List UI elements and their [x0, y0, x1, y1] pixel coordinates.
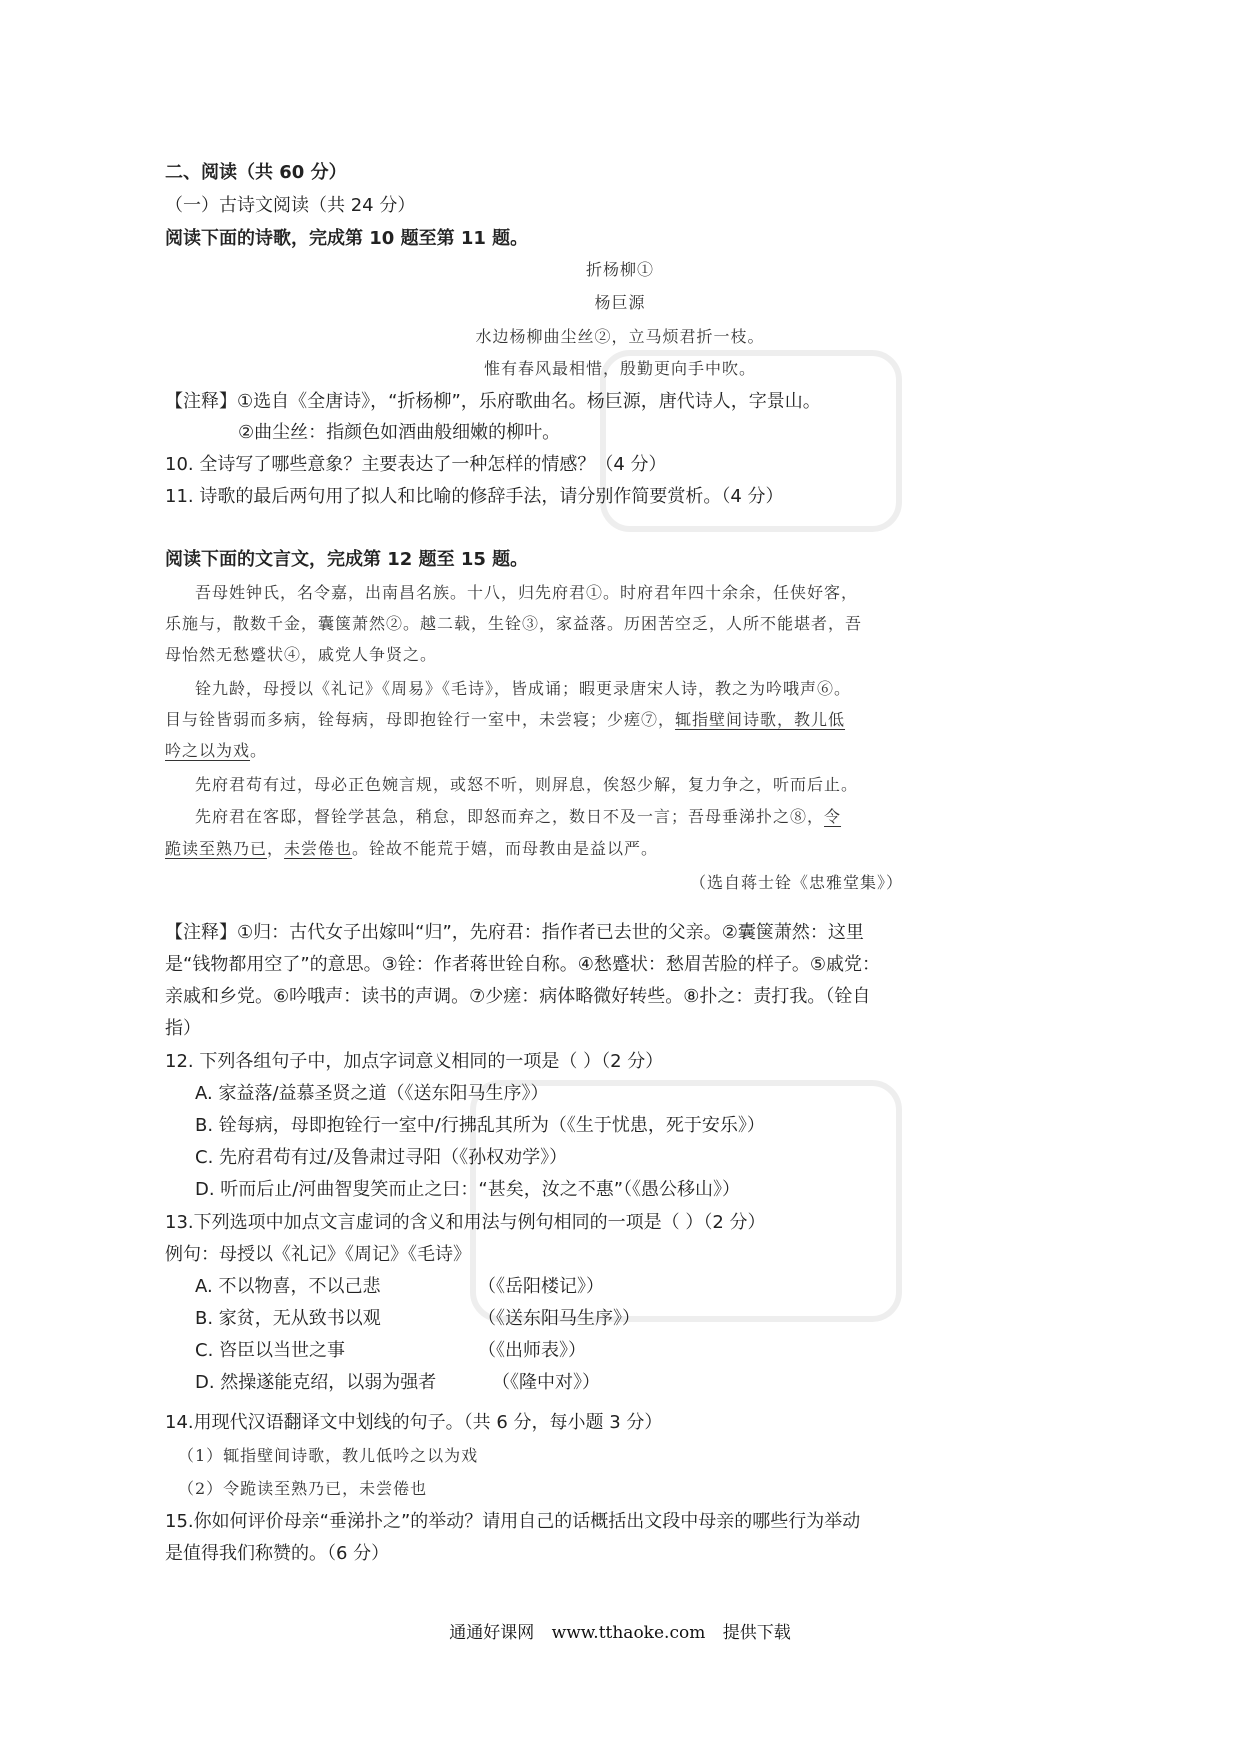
sub-heading: （一）古诗文阅读（共 24 分）: [165, 195, 416, 216]
question-13: 13.下列选项中加点文言虚词的含义和用法与例句相同的一项是（ ）（2 分）: [165, 1212, 766, 1233]
prose-text: ，: [267, 839, 285, 858]
option-a: A. 不以物喜，不以己悲: [195, 1276, 381, 1297]
question-15: 是值得我们称赞的。（6 分）: [165, 1543, 390, 1564]
underlined-sentence-2: 未尝倦也: [284, 839, 353, 858]
question-15: 15.你如何评价母亲“垂涕扑之”的举动？请用自己的话概括出文段中母亲的哪些行为举动: [165, 1511, 861, 1532]
underlined-sentence-2: 跪读至熟乃已: [165, 839, 268, 858]
prose-line: 母怡然无愁蹙状④，戚党人争贤之。: [165, 645, 438, 664]
prose-note: 指）: [165, 1018, 201, 1039]
question-14: 14.用现代汉语翻译文中划线的句子。（共 6 分，每小题 3 分）: [165, 1412, 663, 1433]
prose-line: 吾母姓钟氏，名令嘉，出南昌名族。十八，归先府君①。时府君年四十余余，任侠好客，: [195, 583, 859, 602]
underlined-sentence-1: 吟之以为戏: [165, 741, 251, 760]
prose-line: [165, 707, 845, 733]
footer-site-name: 通通好课网: [449, 1623, 535, 1643]
prose-note: 是“钱物都用空了”的意思。③铨：作者蒋世铨自称。④愁蹙状：愁眉苦脸的样子。⑤戚党：: [165, 954, 881, 975]
prose-source: （选自蒋士铨《忠雅堂集》）: [690, 873, 904, 892]
prose-line: [165, 836, 658, 862]
translation-item-1: （1）辄指壁间诗歌，教儿低吟之以为戏: [178, 1446, 479, 1465]
prose-text: 先府君在客邸，督铨学甚急，稍怠，即怒而弃之，数日不及一言；吾母垂涕扑之⑧，: [195, 807, 825, 826]
option-b: B. 铨每病，母即抱铨行一室中/行拂乱其所为（《生于忧患，死于安乐》）: [195, 1115, 765, 1136]
option-d: D. 听而后止/河曲智叟笑而止之曰：“甚矣，汝之不惠”（《愚公移山》）: [195, 1179, 741, 1200]
footer: [0, 1618, 1240, 1643]
option-c: C. 先府君苟有过/及鲁肃过寻阳（《孙权劝学》）: [195, 1147, 568, 1168]
question-12: 12. 下列各组句子中，加点字词意义相同的一项是（ ）（2 分）: [165, 1051, 664, 1072]
option-d-source: （《隆中对》）: [492, 1372, 600, 1393]
prose-line: [165, 738, 267, 764]
option-d: D. 然操遂能克绍，以弱为强者: [195, 1372, 437, 1393]
option-c: C. 咨臣以当世之事: [195, 1340, 346, 1361]
option-a-source: （《岳阳楼记》）: [478, 1276, 604, 1297]
example-sentence: 例句：母授以《礼记》《周记》《毛诗》: [165, 1244, 471, 1265]
poem-line: 水边杨柳曲尘丝②，立马烦君折一枝。: [475, 327, 765, 346]
prose-note: 亲戚和乡党。⑥吟哦声：读书的声调。⑦少瘥：病体略微好转些。⑧扑之：责打我。（铨自: [165, 986, 871, 1007]
section-heading: 二、阅读（共 60 分）: [165, 162, 347, 183]
prose-line: 先府君苟有过，母必正色婉言规，或怒不听，则屏息，俟怒少解，复力争之，听而后止。: [195, 775, 859, 794]
poem-note: ②曲尘丝：指颜色如酒曲般细嫩的柳叶。: [238, 422, 561, 443]
prose-note: 【注释】①归：古代女子出嫁叫“归”，先府君：指作者已去世的父亲。②囊箧萧然：这里: [165, 922, 864, 943]
poem-author: 杨巨源: [594, 293, 646, 312]
question-11: 11. 诗歌的最后两句用了拟人和比喻的修辞手法，请分别作简要赏析。（4 分）: [165, 486, 784, 507]
underlined-sentence-2: 令: [824, 807, 842, 826]
option-b: B. 家贫，无从致书以观: [195, 1308, 381, 1329]
prose-line: 铨九龄，母授以《礼记》《周易》《毛诗》，皆成诵；暇更录唐宋人诗，教之为吟哦声⑥。: [195, 679, 852, 698]
underlined-sentence-1: 辄指壁间诗歌，教儿低: [675, 710, 846, 729]
prose-text: 。: [250, 741, 268, 760]
footer-suffix: 提供下载: [722, 1623, 791, 1643]
poem-line: 惟有春风最相惜，殷勤更向手中吹。: [483, 359, 756, 378]
poem-note: 【注释】①选自《全唐诗》，“折杨柳”，乐府歌曲名。杨巨源，唐代诗人，字景山。: [165, 391, 821, 412]
option-a: A. 家益落/益慕圣贤之道（《送东阳马生序》）: [195, 1083, 549, 1104]
prose-line: [195, 804, 841, 830]
translation-item-2: （2）令跪读至熟乃已，未尝倦也: [178, 1479, 428, 1498]
question-10: 10. 全诗写了哪些意象？主要表达了一种怎样的情感？（4 分）: [165, 454, 667, 475]
prose-text: 。铨故不能荒于嬉，而母教由是益以严。: [352, 839, 659, 858]
option-b-source: （《送东阳马生序》）: [478, 1308, 640, 1329]
prose-instruction: 阅读下面的文言文，完成第 12 题至 15 题。: [165, 549, 529, 570]
poem-instruction: 阅读下面的诗歌，完成第 10 题至第 11 题。: [165, 228, 529, 249]
prose-text: 目与铨皆弱而多病，铨每病，母即抱铨行一室中，未尝寝；少瘥⑦，: [165, 710, 676, 729]
prose-line: 乐施与，散数千金，囊箧萧然②。越二载，生铨③，家益落。历困苦空乏，人所不能堪者，吾: [165, 614, 863, 633]
option-c-source: （《出师表》）: [478, 1340, 586, 1361]
poem-title: 折杨柳①: [585, 260, 654, 279]
footer-url[interactable]: www.tthaoke.com: [551, 1623, 706, 1643]
